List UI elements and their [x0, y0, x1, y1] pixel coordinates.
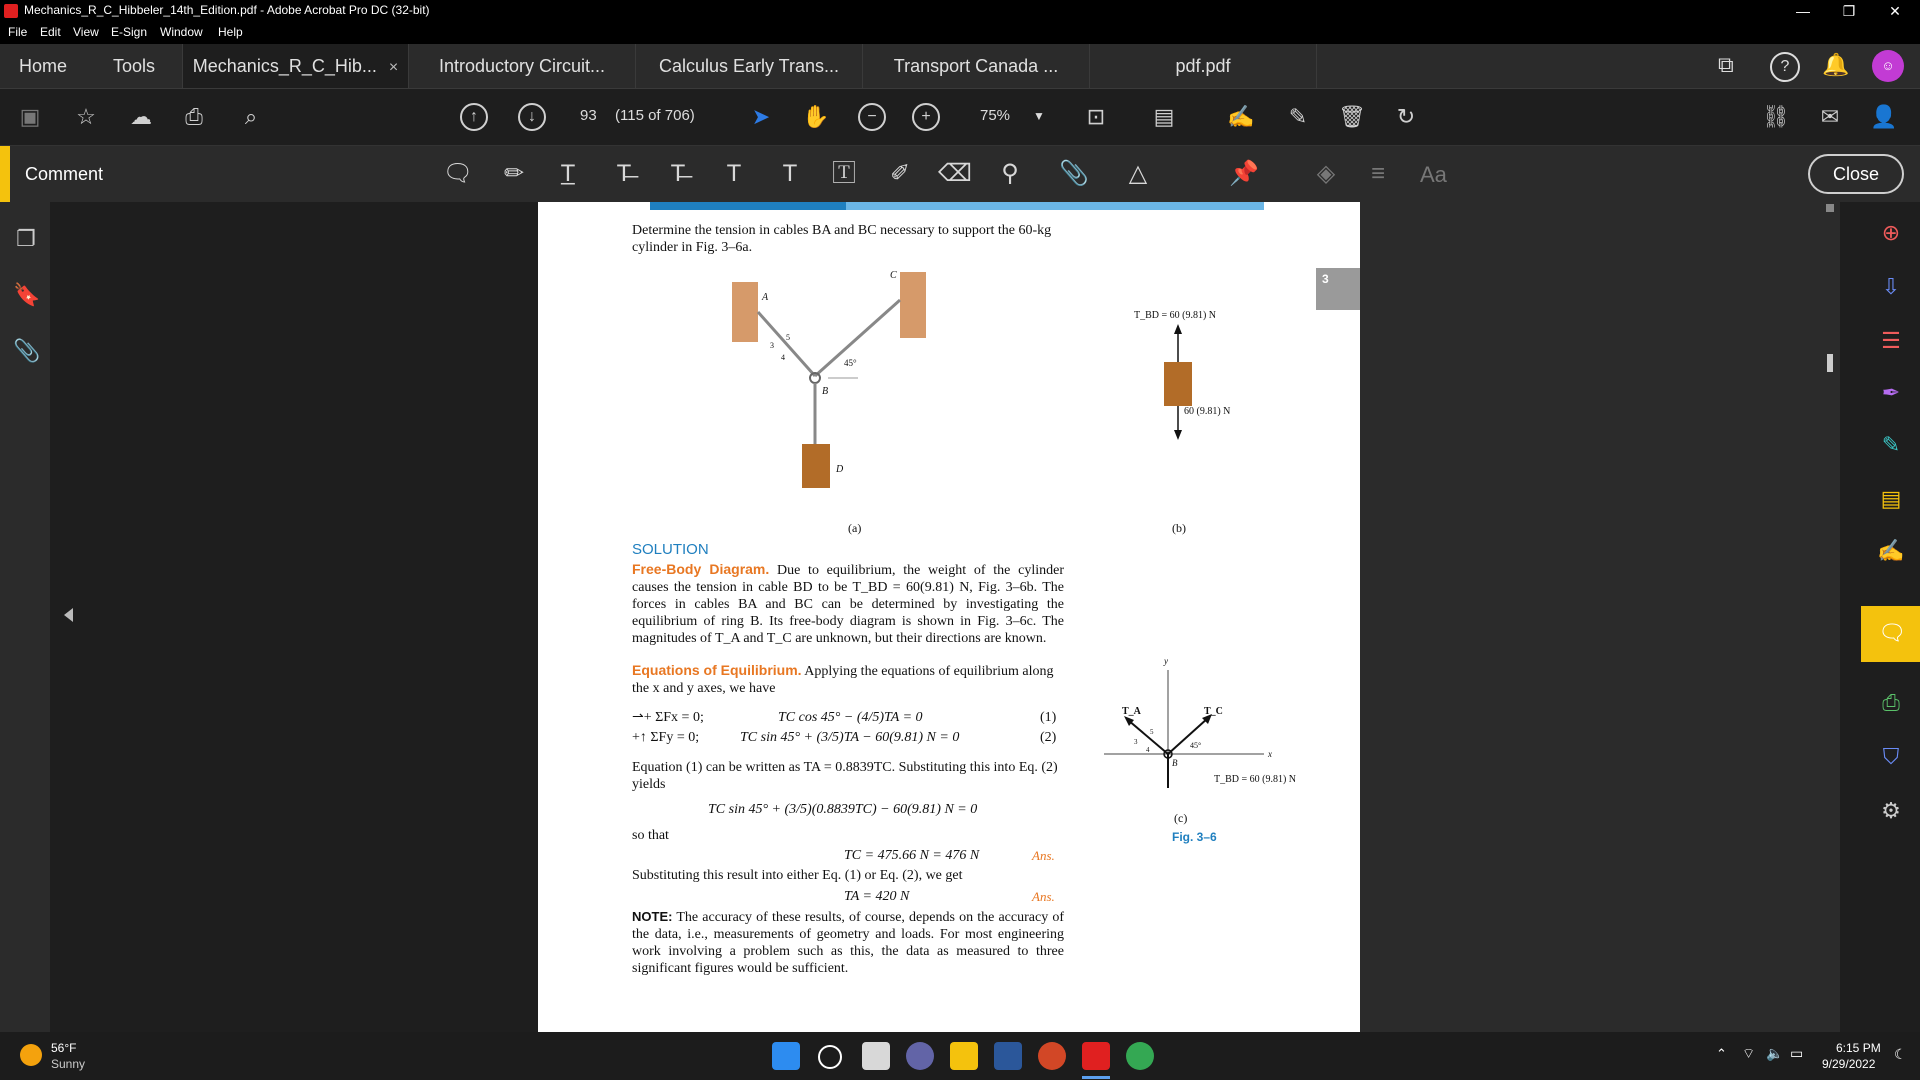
add-text-icon[interactable]: T	[782, 160, 798, 187]
comment-toolbar	[0, 146, 1920, 202]
powerpoint-icon[interactable]	[1038, 1042, 1066, 1070]
line-weight-icon[interactable]: ≡	[1370, 160, 1385, 187]
sign-icon[interactable]: ✍	[1227, 104, 1255, 129]
left-document-gutter	[50, 202, 538, 1032]
more-tools-icon[interactable]: ⚙	[1881, 798, 1901, 823]
fbd-heading: Free-Body Diagram.	[632, 561, 770, 577]
angle-label-c: 45°	[1190, 741, 1202, 750]
menu-file[interactable]: File	[8, 25, 28, 39]
menu-window[interactable]: Window	[160, 25, 203, 39]
label-b: B	[822, 386, 829, 397]
tray-overflow-icon[interactable]: ⌃	[1716, 1046, 1727, 1061]
arrowhead-tbd-up	[1174, 324, 1182, 334]
cylinder-fbd-b	[1164, 362, 1192, 406]
file-explorer-icon[interactable]	[950, 1042, 978, 1070]
main-toolbar	[0, 89, 1920, 146]
close-comment-button[interactable]: Close	[1808, 154, 1904, 194]
add-user-icon[interactable]: 👤	[1870, 104, 1898, 129]
triangle-3-a: 3	[770, 341, 774, 350]
tab-tools[interactable]: Tools	[86, 44, 183, 88]
select-cursor-icon[interactable]: ➤	[751, 104, 771, 129]
note-label: NOTE:	[632, 909, 673, 924]
previous-page-icon[interactable]: ↑	[460, 103, 488, 131]
minimize-icon[interactable]: —	[1796, 3, 1810, 19]
eq2-number: (2)	[1040, 730, 1057, 745]
bookmarks-icon[interactable]: 🔖	[13, 282, 41, 307]
comment-icon: 🗨	[1878, 620, 1906, 645]
solution-heading: SOLUTION	[632, 541, 709, 558]
battery-icon[interactable]: ▭	[1790, 1045, 1804, 1061]
save-icon[interactable]: ▣	[19, 104, 41, 129]
eq-text: Applying the equations of equilibrium along the x and y axes, we have	[632, 664, 1054, 696]
eq1-body: TC cos 45° − (4/5)TA = 0	[778, 710, 923, 725]
replace-text-icon[interactable]: T̶	[670, 160, 686, 187]
triangle-4-a: 4	[781, 353, 785, 362]
notifications-icon[interactable]: ☾	[1894, 1046, 1907, 1062]
triangle-3-c: 3	[1134, 738, 1138, 746]
result-tc: TC = 475.66 N = 476 N	[844, 848, 980, 863]
hand-tool-icon[interactable]: ✋	[802, 104, 830, 129]
email-icon[interactable]: ✉	[1820, 104, 1840, 129]
fig-b-caption: (b)	[1172, 521, 1186, 535]
protect-icon[interactable]: ⛉	[1882, 744, 1900, 769]
edit-pdf-sidebar-icon[interactable]: ✎	[1881, 432, 1901, 457]
tab-home[interactable]: Home	[18, 56, 67, 76]
wall-a	[732, 282, 758, 342]
weather-sun-icon[interactable]	[20, 1044, 42, 1066]
edit-pdf-icon[interactable]: ✎	[1288, 104, 1308, 129]
chrome-icon[interactable]	[1126, 1042, 1154, 1070]
underline-text-icon[interactable]: T̲	[560, 160, 576, 187]
so-that-text: so that	[632, 828, 669, 843]
triangle-5-a: 5	[786, 333, 790, 342]
label-tbd-b: T_BD = 60 (9.81) N	[1134, 310, 1217, 321]
wall-c	[900, 272, 926, 338]
delete-icon[interactable]: 🗑	[1338, 104, 1366, 129]
eq2-label: +↑ ΣFy = 0;	[632, 730, 700, 745]
strikethrough-icon[interactable]: T̶	[616, 160, 632, 187]
restore-icon[interactable]: ❐	[1842, 3, 1856, 19]
page-thumbnails-icon[interactable]: ❐	[16, 226, 36, 251]
comment-label: Comment	[25, 164, 104, 184]
avatar[interactable]: ☺	[1872, 50, 1904, 82]
figure-c	[1098, 650, 1298, 790]
zoom-select[interactable]: 75%	[980, 107, 1011, 124]
taskbar-search-icon[interactable]	[818, 1045, 842, 1069]
print-icon[interactable]: ⎙	[185, 104, 203, 129]
acrobat-active-indicator	[1082, 1076, 1110, 1079]
label-ta: T_A	[1122, 706, 1141, 717]
font-size-control[interactable]: Aa	[1420, 162, 1447, 187]
attach-file-icon[interactable]: 📎	[1059, 160, 1089, 187]
scroll-mode-icon[interactable]: ▤	[1153, 104, 1175, 129]
label-b-c: B	[1172, 758, 1178, 768]
clock-time[interactable]: 6:15 PM	[1836, 1041, 1881, 1055]
tab-doc-pdf[interactable]: pdf.pdf	[1090, 44, 1317, 88]
wifi-icon[interactable]: ⌔	[1742, 1045, 1756, 1061]
pin-icon[interactable]: 📌	[1229, 160, 1259, 187]
eq-paragraph-2: Equation (1) can be written as TA = 0.8839TC. Substituting this into Eq. (2) yields	[632, 760, 1058, 792]
tab-label: Mechanics_R_C_Hib...	[192, 56, 377, 76]
comment-tool-active[interactable]	[1861, 606, 1920, 662]
highlight-icon[interactable]: ✏	[503, 160, 525, 187]
search-icon[interactable]: ⌕	[244, 104, 258, 129]
collapse-left-panel-icon[interactable]	[64, 608, 73, 622]
fit-page-icon[interactable]: ⊡	[1086, 104, 1106, 129]
substitution-text: Substituting this result into either Eq. (1) or Eq. (2), we get	[632, 868, 963, 883]
task-view-icon[interactable]	[862, 1042, 890, 1070]
ans-ta: Ans.	[1032, 889, 1055, 904]
zoom-out-icon[interactable]: −	[858, 103, 886, 131]
arrowhead-weight-down	[1174, 430, 1182, 440]
upload-cloud-icon[interactable]: ☁	[130, 104, 152, 129]
zoom-dropdown-icon[interactable]: ▼	[1033, 109, 1045, 123]
sticky-note-icon[interactable]: 🗨	[442, 160, 474, 187]
left-nav-panel	[0, 202, 50, 1032]
acrobat-logo-icon	[4, 4, 18, 18]
teams-icon[interactable]	[906, 1042, 934, 1070]
fill-color-icon[interactable]: ◈	[1316, 160, 1336, 187]
problem-statement: Determine the tension in cables BA and BC necessary to support the 60-kg cylinder in Fig. 3–6a.	[632, 223, 1052, 255]
menu-view[interactable]: View	[73, 25, 99, 39]
organize-pages-icon[interactable]: ☰	[1881, 328, 1901, 353]
page-number-input[interactable]: 93	[580, 107, 597, 124]
label-c: C	[890, 270, 897, 281]
label-tbd-c: T_BD = 60 (9.81) N	[1214, 774, 1297, 785]
weather-desc: Sunny	[51, 1057, 86, 1071]
fig-c-caption: (c)	[1174, 811, 1188, 825]
vertical-scrollbar[interactable]	[1822, 202, 1838, 1032]
stamp-icon[interactable]: ⚲	[1001, 160, 1019, 187]
page-count: (115 of 706)	[615, 107, 695, 124]
scrollbar-thumb[interactable]	[1827, 354, 1833, 372]
eraser-icon[interactable]: ⌫	[938, 160, 972, 187]
label-a: A	[762, 292, 769, 303]
tab-doc-mechanics[interactable]	[183, 44, 409, 88]
attachments-icon[interactable]: 📎	[13, 338, 41, 363]
text-box-icon[interactable]: 🅃	[832, 160, 856, 187]
fig-label: Fig. 3–6	[1172, 830, 1217, 844]
acrobat-icon[interactable]	[1082, 1042, 1110, 1070]
weather-temp[interactable]: 56°F	[51, 1041, 77, 1055]
scrollbar-up[interactable]	[1826, 204, 1834, 212]
start-icon[interactable]	[772, 1042, 800, 1070]
link-icon[interactable]: ⛓	[1762, 104, 1790, 129]
label-x: x	[1268, 749, 1272, 759]
figure-a	[718, 264, 968, 504]
tab-doc-circuit[interactable]: Introductory Circuit...	[409, 44, 636, 88]
eq3-body: TC sin 45° + (3/5)(0.8839TC) − 60(9.81) N = 0	[708, 802, 978, 817]
export-pdf-icon[interactable]: ⇩	[1881, 274, 1901, 299]
rotate-icon[interactable]: ↻	[1396, 104, 1416, 129]
word-icon[interactable]	[994, 1042, 1022, 1070]
next-page-icon[interactable]: ↓	[518, 103, 546, 131]
pencil-icon[interactable]: ✐	[889, 160, 911, 187]
eq1-label: ⇀+ ΣFx = 0;	[632, 710, 704, 725]
print-production-icon[interactable]: ⎙	[1882, 690, 1900, 715]
note-text: The accuracy of these results, of course, depends on the accuracy of the data, i.e., measurements of geometry and loads. For most engineering work involving a problem such as this, the data as measured to three significant figures would be sufficient.	[632, 910, 1064, 976]
fig-a-caption: (a)	[848, 521, 862, 535]
page-header-bar	[650, 202, 846, 210]
notification-bell-icon[interactable]: 🔔	[1822, 52, 1850, 77]
pdf-page	[538, 202, 1360, 1032]
menu-esign[interactable]: E-Sign	[111, 25, 148, 39]
chapter-tab: 3	[1316, 268, 1360, 310]
cable-ba	[758, 312, 815, 376]
note-paragraph	[632, 908, 1064, 977]
label-d: D	[836, 464, 844, 475]
tab-doc-calculus[interactable]: Calculus Early Trans...	[636, 44, 863, 88]
right-tools-sidebar	[1861, 202, 1920, 1032]
close-icon[interactable]: ✕	[1889, 3, 1901, 19]
eq2-body: TC sin 45° + (3/5)TA − 60(9.81) N = 0	[740, 730, 960, 745]
zoom-in-icon[interactable]: +	[912, 103, 940, 131]
page-header-bar-light	[846, 202, 1264, 210]
tab-doc-transport[interactable]: Transport Canada ...	[863, 44, 1090, 88]
compare-icon[interactable]: ▤	[1880, 486, 1902, 511]
shapes-icon[interactable]: △	[1128, 160, 1148, 187]
fill-sign-icon[interactable]: ✒	[1881, 380, 1901, 405]
fbd-text: Due to equilibrium, the weight of the cylinder causes the tension in cable BD to be T_BD = 60(9.81) N, Fig. 3–6b. The forces in cables BA and BC can be determined by investigating the equilibrium of ring B. Its free-body diagram is shown in Fig. 3–6c. The magnitudes of T_A and T_C are unknown, but their directions are known.	[632, 563, 1064, 646]
comment-accent-bar	[0, 146, 10, 202]
eq1-number: (1)	[1040, 710, 1057, 725]
title-bar	[0, 0, 1920, 22]
label-y: y	[1164, 656, 1168, 666]
arrow-tc	[1168, 718, 1208, 754]
cylinder-d	[802, 444, 830, 488]
figure-b	[1128, 302, 1288, 472]
menu-bar	[0, 22, 1920, 44]
triangle-4-c: 4	[1146, 746, 1150, 754]
eq-heading: Equations of Equilibrium.	[632, 662, 802, 678]
result-ta: TA = 420 N	[844, 889, 910, 904]
insert-text-icon[interactable]: T	[726, 160, 742, 187]
ans-tc: Ans.	[1032, 848, 1055, 863]
tab-close-icon[interactable]: ×	[388, 59, 399, 76]
right-document-gutter	[1360, 202, 1840, 1032]
angle-label-a: 45°	[844, 358, 857, 368]
request-signature-icon[interactable]: ✍	[1877, 538, 1905, 563]
label-tc: T_C	[1204, 706, 1223, 717]
menu-help[interactable]: Help	[218, 25, 243, 39]
tab-bar	[0, 44, 1920, 89]
volume-icon[interactable]: 🔈	[1766, 1045, 1784, 1061]
create-pdf-icon[interactable]: ⊕	[1881, 220, 1901, 245]
cable-bc	[815, 300, 900, 376]
triangle-5-c: 5	[1150, 728, 1154, 736]
clock-date[interactable]: 9/29/2022	[1822, 1057, 1876, 1071]
help-icon[interactable]: ?	[1770, 52, 1800, 82]
equilibrium-paragraph	[632, 662, 1064, 697]
bookmark-star-icon[interactable]: ☆	[76, 104, 96, 129]
windows-taskbar	[0, 1032, 1920, 1080]
label-weight-b: 60 (9.81) N	[1184, 406, 1231, 417]
menu-edit[interactable]: Edit	[40, 25, 61, 39]
share-screen-icon[interactable]: ⧉	[1718, 52, 1734, 77]
fbd-paragraph	[632, 561, 1064, 647]
window-title: Mechanics_R_C_Hibbeler_14th_Edition.pdf - Adobe Acrobat Pro DC (32-bit)	[24, 3, 430, 17]
